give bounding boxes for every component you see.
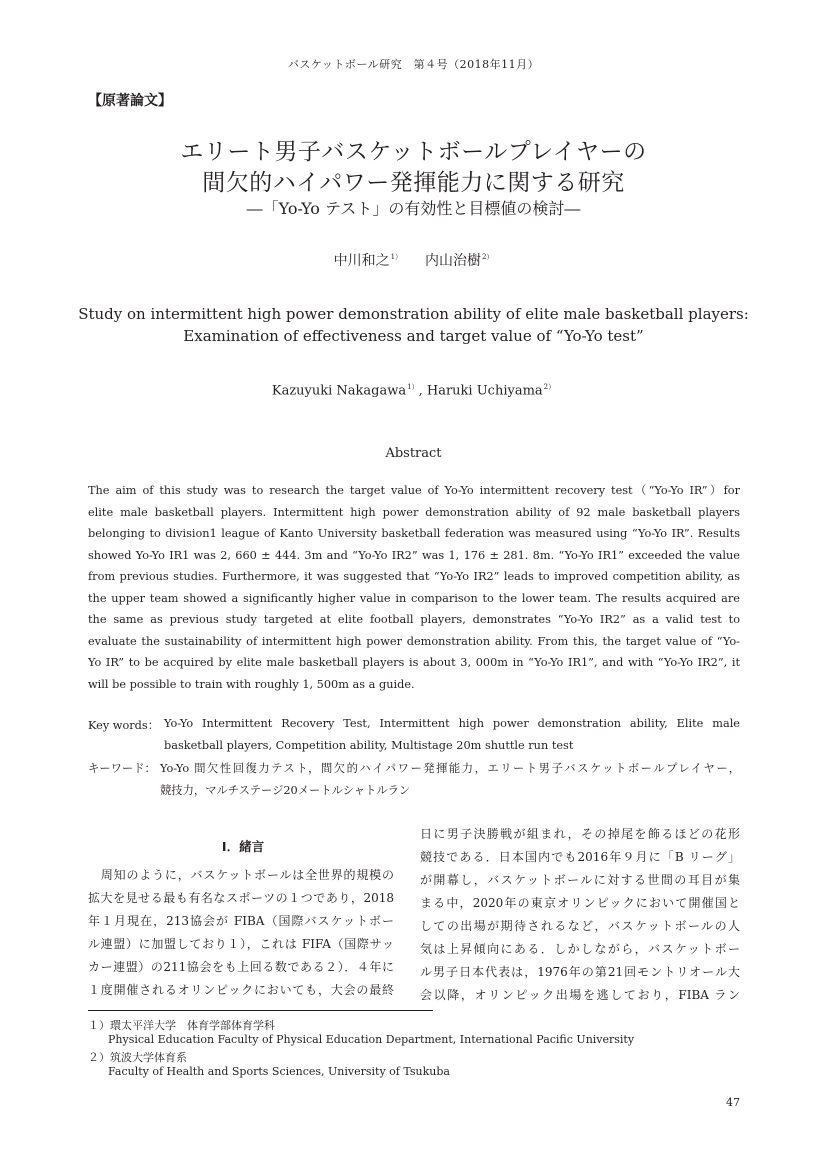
author-ja-1: 中川和之 bbox=[333, 253, 390, 269]
abstract-heading: Abstract bbox=[385, 446, 442, 461]
title-en-line-1: Study on intermittent high power demonstration ability of elite male basketball players: bbox=[78, 305, 749, 323]
body-line: 日に男子決勝戦が組まれ，その掉尾を飾るほどの花形 bbox=[420, 827, 740, 841]
article-type-label: 【原著論文】 bbox=[88, 93, 172, 109]
authors-ja bbox=[0, 250, 827, 270]
body-line: ル連盟）に加盟しており１），これは FIFA（国際サッ bbox=[88, 937, 394, 951]
abstract-line: the same as previous study targeted at elite football players, demonstrates “Yo-Yo IR2” as a valid test to bbox=[88, 613, 740, 626]
subtitle-ja: ―「Yo-Yo テスト」の有効性と目標値の検討― bbox=[246, 199, 581, 218]
keywords-ja-line-2: 競技力，マルチステージ20メートルシャトルラン bbox=[160, 784, 411, 797]
keywords-ja-line-1: Yo-Yo 間欠性回復力テスト，間欠的ハイパワー発揮能力，エリート男子バスケットボールプレイヤー， bbox=[160, 762, 740, 775]
footnote-1-en: Physical Education Faculty of Physical Education Department, International Pacific University bbox=[108, 1033, 635, 1046]
author-ja-2: 内山治樹 bbox=[424, 253, 481, 269]
body-line: 周知のように，バスケットボールは全世界的規模の bbox=[88, 868, 394, 882]
body-line: が開幕し，バスケットボールに対する世間の耳目が集 bbox=[420, 873, 740, 887]
body-line: 気は上昇傾向にある．しかしながら，バスケットボー bbox=[420, 942, 740, 956]
abstract-line: showed Yo-Yo IR1 was 2, 660 ± 444. 3m and “Yo-Yo IR2” was 1, 176 ± 281. 8m. “Yo-Yo IR1” exceeded the value bbox=[88, 548, 740, 562]
abstract-line: elite male basketball players. Intermittent high power demonstration ability of 92 male basketball players bbox=[88, 505, 740, 519]
authors-en bbox=[0, 382, 827, 398]
abstract-line: belonging to division1 league of Kanto University basketball federation was measured using “Yo-Yo IR”. Results bbox=[88, 527, 740, 540]
abstract-line: from previous studies. Furthermore, it was suggested that “Yo-Yo IR2” leads to improved competition ability, as bbox=[88, 570, 740, 583]
author-ja-1-affiliation-mark: 1） bbox=[390, 253, 403, 262]
title-en-line-2: Examination of effectiveness and target value of “Yo-Yo test” bbox=[183, 327, 644, 345]
body-line: カー連盟）の211協会をも上回る数である２）．４年に bbox=[88, 960, 394, 974]
body-line: まる中，2020年の東京オリンピックにおいて開催国と bbox=[420, 896, 740, 910]
keywords-ja-label: キーワード： bbox=[88, 762, 156, 775]
journal-header: バスケットボール研究 第４号（2018年11月） bbox=[287, 58, 540, 71]
footnote-2-ja: ２）筑波大学体育系 bbox=[88, 1051, 187, 1064]
keywords-en-line-1: Yo-Yo Intermittent Recovery Test, Intermittent high power demonstration ability, Elite male bbox=[164, 717, 740, 730]
author-en-1: Kazuyuki Nakagawa bbox=[271, 383, 407, 399]
body-line: 年１月現在，213協会が FIBA（国際バスケットボー bbox=[88, 914, 394, 928]
keywords-en-label: Key words： bbox=[88, 719, 159, 732]
footnote-2-en: Faculty of Health and Sports Sciences, University of Tsukuba bbox=[108, 1065, 450, 1078]
abstract-line: The aim of this study was to research the target value of Yo-Yo intermittent recovery test（“Yo-Yo IR”）for bbox=[88, 484, 740, 497]
author-en-separator: , bbox=[418, 383, 427, 399]
keywords-en-line-2: basketball players, Competition ability, Multistage 20m shuttle run test bbox=[164, 739, 574, 752]
page-number: 47 bbox=[726, 1096, 740, 1109]
abstract-line: the upper team showed a significantly higher value in comparison to the lower team. The results acquired are bbox=[88, 591, 740, 605]
body-line: 会以降，オリンピック出場を逃しており，FIBA ラン bbox=[420, 988, 740, 1002]
abstract-line: evaluate the sustainability of intermittent high power demonstration ability. From this, the target value of “Yo- bbox=[88, 634, 740, 648]
body-line: しての出場が期待されるなど，バスケットボールの人 bbox=[420, 919, 740, 933]
author-ja-2-affiliation-mark: 2） bbox=[481, 253, 494, 262]
abstract-body bbox=[88, 480, 740, 695]
title-ja-line-1: エリート男子バスケットボールプレイヤーの bbox=[180, 139, 647, 165]
author-en-2-affiliation-mark: 2） bbox=[543, 383, 556, 391]
title-ja-line-2: 間欠的ハイパワー発揮能力に関する研究 bbox=[202, 170, 625, 196]
footnote-1-ja: １）環太平洋大学 体育学部体育学科 bbox=[88, 1019, 275, 1032]
body-line: ル男子日本代表は，1976年の第21回モントリオール大 bbox=[420, 965, 740, 979]
body-line: 拡大を見せる最も有名なスポーツの１つであり，2018 bbox=[88, 891, 394, 905]
author-en-2: Haruki Uchiyama bbox=[426, 383, 543, 399]
section-heading-introduction: Ⅰ．緒言 bbox=[221, 839, 265, 854]
body-line: １度開催されるオリンピックにおいても，大会の最終 bbox=[88, 983, 394, 997]
footnote-divider bbox=[88, 1010, 433, 1011]
abstract-line: Yo IR” to be acquired by elite male basketball players is about 3, 000m in “Yo-Yo IR1”, and with “Yo-Yo IR2”, it bbox=[88, 656, 740, 669]
body-line: 競技である．日本国内でも2016年９月に「B リーグ」 bbox=[420, 850, 740, 864]
abstract-line: will be possible to train with roughly 1, 500m as a guide. bbox=[88, 677, 415, 691]
author-en-1-affiliation-mark: 1） bbox=[407, 383, 419, 391]
